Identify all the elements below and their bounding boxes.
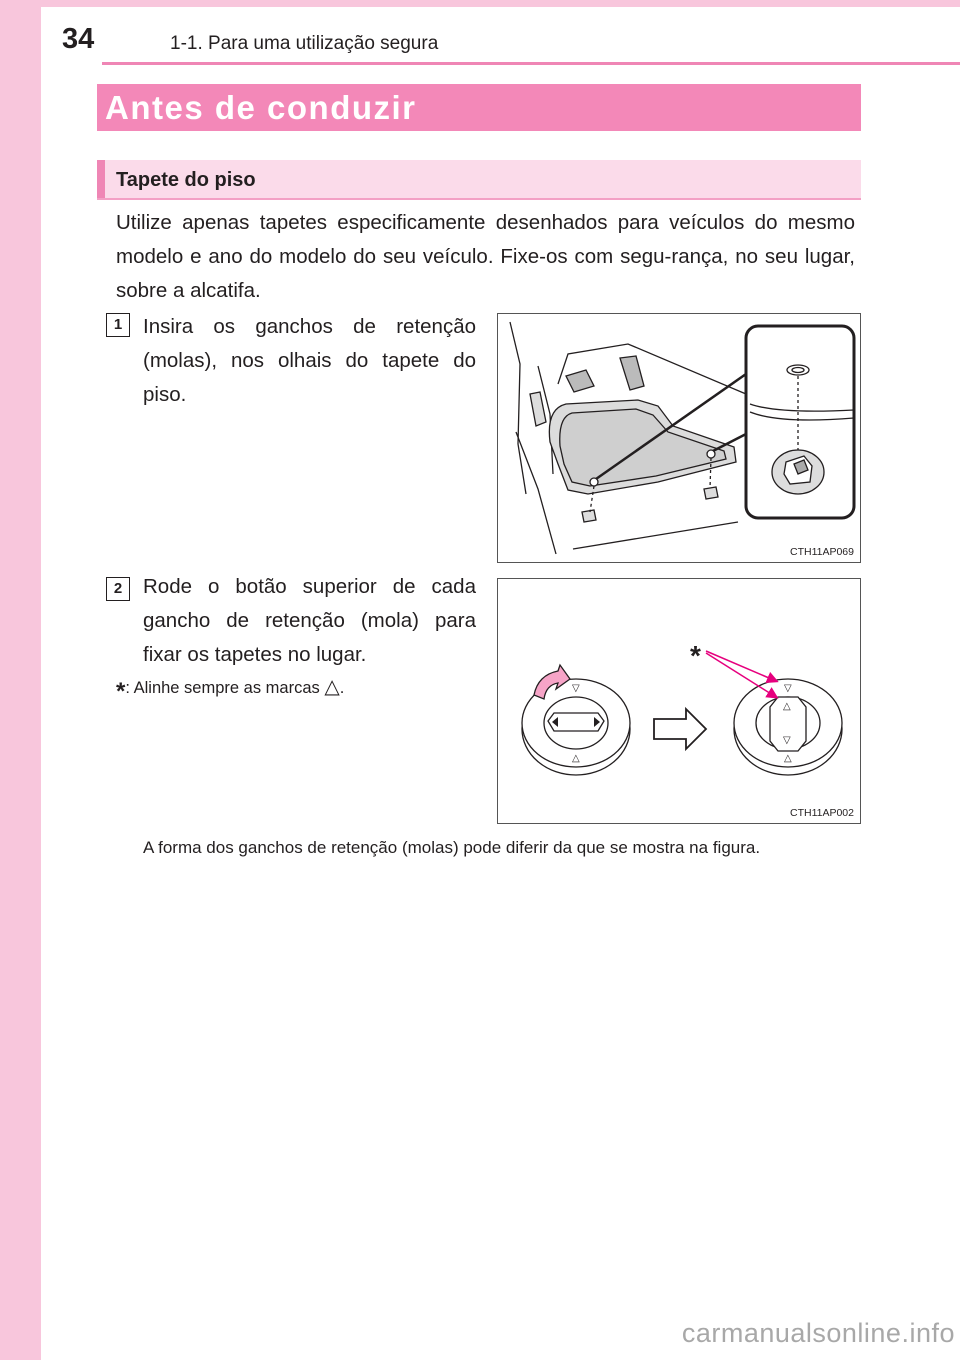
header-rule [102,62,960,65]
svg-text:▽: ▽ [783,735,791,746]
subsection-header [97,160,861,200]
note-end: . [339,679,345,697]
rotate-knob-illustration [498,579,861,824]
step-1-number: 1 [106,313,130,337]
step-1-text: Insira os ganchos de retenção (molas), nos olhais do tapete do piso. [143,315,476,406]
watermark: carmanualsonline.info [681,1318,955,1348]
subsection-title: Tapete do piso [116,169,256,191]
svg-text:▽: ▽ [572,683,580,694]
note-asterisk: * [116,678,126,705]
svg-text:▽: ▽ [784,683,792,694]
step-2-number: 2 [106,577,130,601]
figure-2-asterisk: * [690,640,701,671]
svg-text:△: △ [572,753,580,764]
running-head: 1-1. Para uma utilização segura [170,33,439,54]
alignment-note [116,674,344,705]
section-title: Antes de conduzir [97,84,861,131]
page-number: 34 [62,23,95,55]
floor-mat-illustration [498,314,861,563]
triangle-mark-icon: △ [324,676,340,698]
svg-text:△: △ [783,701,791,712]
side-band [0,0,41,1360]
step-2-text: Rode o botão superior de cada gancho de retenção (mola) para fixar os tapetes no lugar. [143,575,476,666]
figure-rotate-knob [497,578,861,824]
figure-2-code: CTH11AP002 [789,807,854,819]
subsection-accent [97,160,105,198]
svg-text:△: △ [784,753,792,764]
top-band [41,0,960,7]
figure-floor-mat-hooks [497,313,861,563]
note-text: : Alinhe sempre as marcas [125,679,325,697]
intro-paragraph: Utilize apenas tapetes especificamente desenhados para veículos do mesmo modelo e ano do modelo do seu veículo. Fixe-os com segu-rança, no seu lugar, sobre a alcatifa. [116,211,855,302]
figure-1-code: CTH11AP069 [789,546,854,558]
figure-caption: A forma dos ganchos de retenção (molas) pode diferir da que se mostra na figura. [143,838,761,857]
